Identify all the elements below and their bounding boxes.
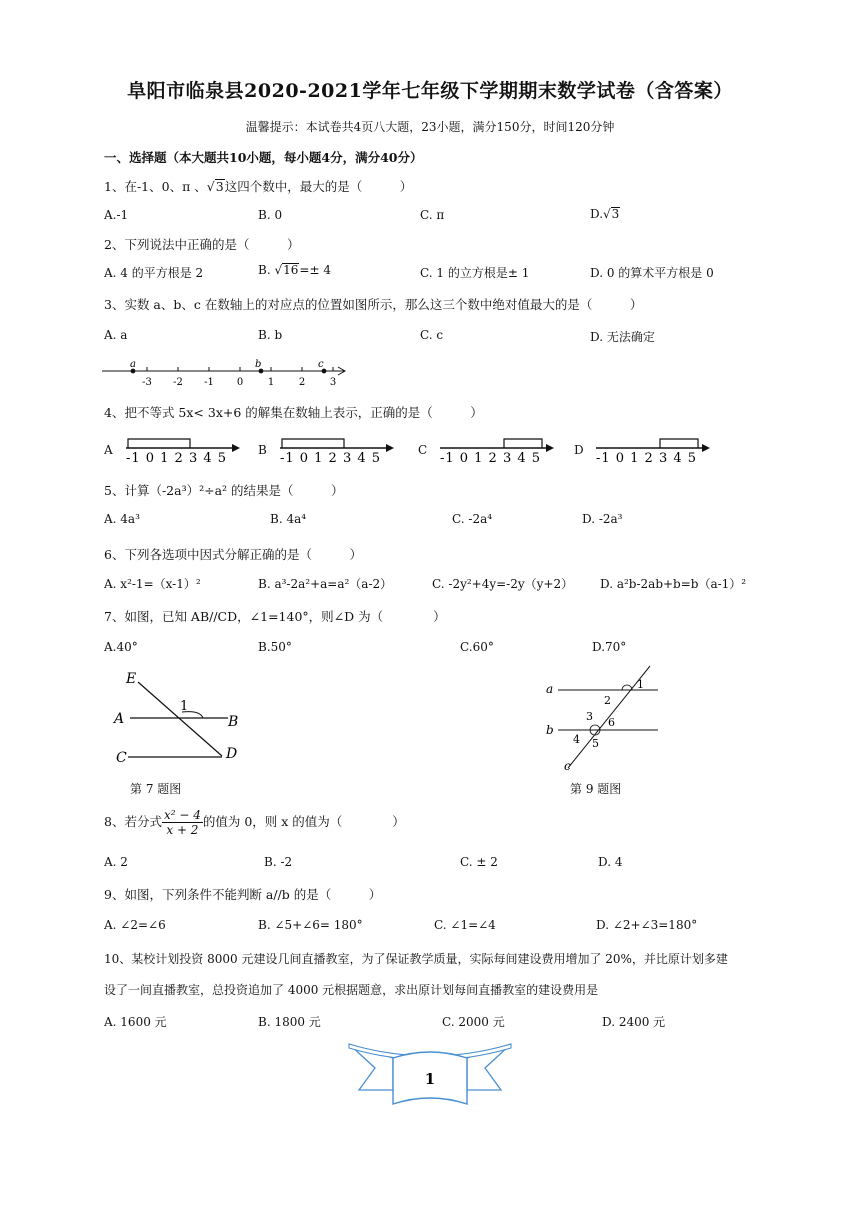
q3-option-b: B. b xyxy=(258,328,283,342)
figure-7-caption: 第 7 题图 xyxy=(130,782,182,796)
tick-label: 3 xyxy=(329,377,337,388)
question-1 xyxy=(104,177,412,195)
q5-option-b: B. 4a⁴ xyxy=(270,512,307,526)
fraction-denominator: x + 2 xyxy=(166,823,199,837)
q9-option-c: C. ∠1=∠4 xyxy=(434,918,496,932)
q2-option-b-label: B. xyxy=(258,263,271,277)
figure-9-caption: 第 9 题图 xyxy=(570,782,622,796)
q9-option-d: D. ∠2+∠3=180° xyxy=(596,918,698,932)
q2-option-b-radicand: 16 xyxy=(283,263,299,277)
q6-option-a: A. x²-1=（x-1）² xyxy=(104,577,201,591)
q8-option-b: B. -2 xyxy=(264,855,293,869)
q4-option-a-number-line xyxy=(124,434,244,464)
angle-6: 6 xyxy=(608,716,615,729)
angle-4: 4 xyxy=(573,733,580,746)
q10-option-d: D. 2400 元 xyxy=(602,1015,666,1029)
page-title: 阜阳市临泉县2020-2021学年七年级下学期期末数学试卷（含答案） xyxy=(127,80,733,102)
question-10-line2: 设了一间直播教室，总投资追加了 4000 元根据题意，求出原计划每间直播教室的建设费用是 xyxy=(104,983,599,997)
line-b-label: b xyxy=(546,723,554,737)
question-4: 4、把不等式 5x< 3x+6 的解集在数轴上表示，正确的是（ ） xyxy=(104,405,483,420)
sqrt-symbol: √ xyxy=(603,207,611,221)
q8-option-d: D. 4 xyxy=(598,855,623,869)
tick-label: -3 xyxy=(142,377,152,388)
page-number: 1 xyxy=(424,1070,436,1088)
q2-option-c: C. 1 的立方根是± 1 xyxy=(420,266,530,280)
q2-option-b-rest: =± 4 xyxy=(299,263,331,277)
q8-text-pre: 8、若分式 xyxy=(104,814,162,829)
q4-axis-numbers: -1 0 1 2 3 4 5 xyxy=(126,451,226,464)
q4-option-d-label: D xyxy=(574,443,584,457)
q1-text-post: 这四个数中，最大的是（ ） xyxy=(224,179,413,194)
q7-option-b: B.50° xyxy=(258,640,292,654)
q1-option-d-radicand: 3 xyxy=(611,207,620,221)
q3-number-line xyxy=(100,356,350,390)
q4-option-d-number-line xyxy=(594,434,714,464)
q4-option-c-number-line xyxy=(438,434,558,464)
q10-option-c: C. 2000 元 xyxy=(442,1015,505,1029)
q4-axis-numbers: -1 0 1 2 3 4 5 xyxy=(280,451,380,464)
q1-radicand: 3 xyxy=(215,179,224,194)
q9-option-b: B. ∠5+∠6= 180° xyxy=(258,918,363,932)
tick-label: -1 xyxy=(204,377,214,388)
q9-option-a: A. ∠2=∠6 xyxy=(104,918,166,932)
q1-option-c: C. π xyxy=(420,208,445,222)
label-a: a xyxy=(130,359,136,370)
question-5: 5、计算（-2a³）²÷a² 的结果是（ ） xyxy=(104,483,344,498)
line-c-label: c xyxy=(564,759,571,772)
q3-option-d: D. 无法确定 xyxy=(590,330,655,344)
label-E: E xyxy=(126,671,137,687)
label-c: c xyxy=(318,359,324,370)
q5-option-a: A. 4a³ xyxy=(104,512,140,526)
question-9: 9、如图，下列条件不能判断 a//b 的是（ ） xyxy=(104,887,382,902)
angle-2: 2 xyxy=(604,694,611,707)
question-2: 2、下列说法中正确的是（ ） xyxy=(104,237,300,252)
q3-option-a: A. a xyxy=(104,328,128,342)
q4-axis-numbers: -1 0 1 2 3 4 5 xyxy=(440,451,540,464)
tick-label: -2 xyxy=(173,377,183,388)
angle-1: 1 xyxy=(637,678,644,691)
q8-option-a: A. 2 xyxy=(104,855,128,869)
q1-option-d xyxy=(590,207,620,221)
q2-option-b xyxy=(258,263,331,277)
q7-option-c: C.60° xyxy=(460,640,494,654)
tick-label: 0 xyxy=(236,377,244,388)
label-D: D xyxy=(226,746,238,762)
tick-label: 1 xyxy=(267,377,275,388)
fraction-numerator: x² − 4 xyxy=(163,808,201,822)
page-number-ribbon xyxy=(345,1038,515,1108)
label-b: b xyxy=(255,359,262,370)
line-a-label: a xyxy=(546,682,554,696)
question-8 xyxy=(104,808,405,837)
q1-text-pre: 1、在-1、0、π 、 xyxy=(104,179,207,194)
question-10-line1: 10、某校计划投资 8000 元建设几间直播教室，为了保证教学质量，实际每间建设费用增加了 20%，并比原计划多建 xyxy=(104,952,728,966)
q4-option-b-number-line xyxy=(278,434,398,464)
angle-3: 3 xyxy=(586,710,593,723)
q4-option-b-label: B xyxy=(258,443,267,457)
label-A: A xyxy=(114,711,125,727)
q10-option-a: A. 1600 元 xyxy=(104,1015,167,1029)
q10-option-b: B. 1800 元 xyxy=(258,1015,321,1029)
sqrt-symbol: √ xyxy=(274,263,283,277)
q2-option-a: A. 4 的平方根是 2 xyxy=(104,266,204,280)
question-7: 7、如图，已知 AB//CD，∠1=140°，则∠D 为（ ） xyxy=(104,609,446,624)
question-3: 3、实数 a、b、c 在数轴上的对应点的位置如图所示，那么这三个数中绝对值最大的是（ ） xyxy=(104,297,643,312)
fraction xyxy=(162,808,203,837)
angle-1-label: 1 xyxy=(180,699,189,714)
q7-option-d: D.70° xyxy=(592,640,627,654)
q7-option-a: A.40° xyxy=(104,640,138,654)
q6-option-b: B. a³-2a²+a=a²（a-2） xyxy=(258,577,393,591)
section-heading: 一、选择题（本大题共10小题，每小题4分，满分40分） xyxy=(104,150,423,165)
tick-label: 2 xyxy=(298,377,306,388)
label-C: C xyxy=(116,750,127,766)
q8-option-c: C. ± 2 xyxy=(460,855,498,869)
q6-option-c: C. -2y²+4y=-2y（y+2） xyxy=(432,577,574,591)
label-B: B xyxy=(228,714,239,730)
q1-option-b: B. 0 xyxy=(258,208,283,222)
figure-9 xyxy=(540,660,670,772)
figure-7 xyxy=(110,668,250,768)
q5-option-c: C. -2a⁴ xyxy=(452,512,493,526)
q3-option-c: C. c xyxy=(420,328,444,342)
sqrt-symbol: √ xyxy=(206,179,215,194)
q1-option-a: A.-1 xyxy=(104,208,129,222)
angle-5: 5 xyxy=(592,737,599,750)
question-6: 6、下列各选项中因式分解正确的是（ ） xyxy=(104,547,362,562)
q4-option-a-label: A xyxy=(104,443,113,457)
q4-axis-numbers: -1 0 1 2 3 4 5 xyxy=(596,451,696,464)
q6-option-d: D. a²b-2ab+b=b（a-1）² xyxy=(600,577,747,591)
q5-option-d: D. -2a³ xyxy=(582,512,623,526)
q4-option-c-label: C xyxy=(418,443,428,457)
q1-option-d-label: D. xyxy=(590,207,604,221)
q2-option-d: D. 0 的算术平方根是 0 xyxy=(590,266,714,280)
exam-notice: 温馨提示：本试卷共4页八大题，23小题，满分150分，时间120分钟 xyxy=(245,120,615,134)
q8-text-post: 的值为 0，则 x 的值为（ ） xyxy=(202,814,405,829)
